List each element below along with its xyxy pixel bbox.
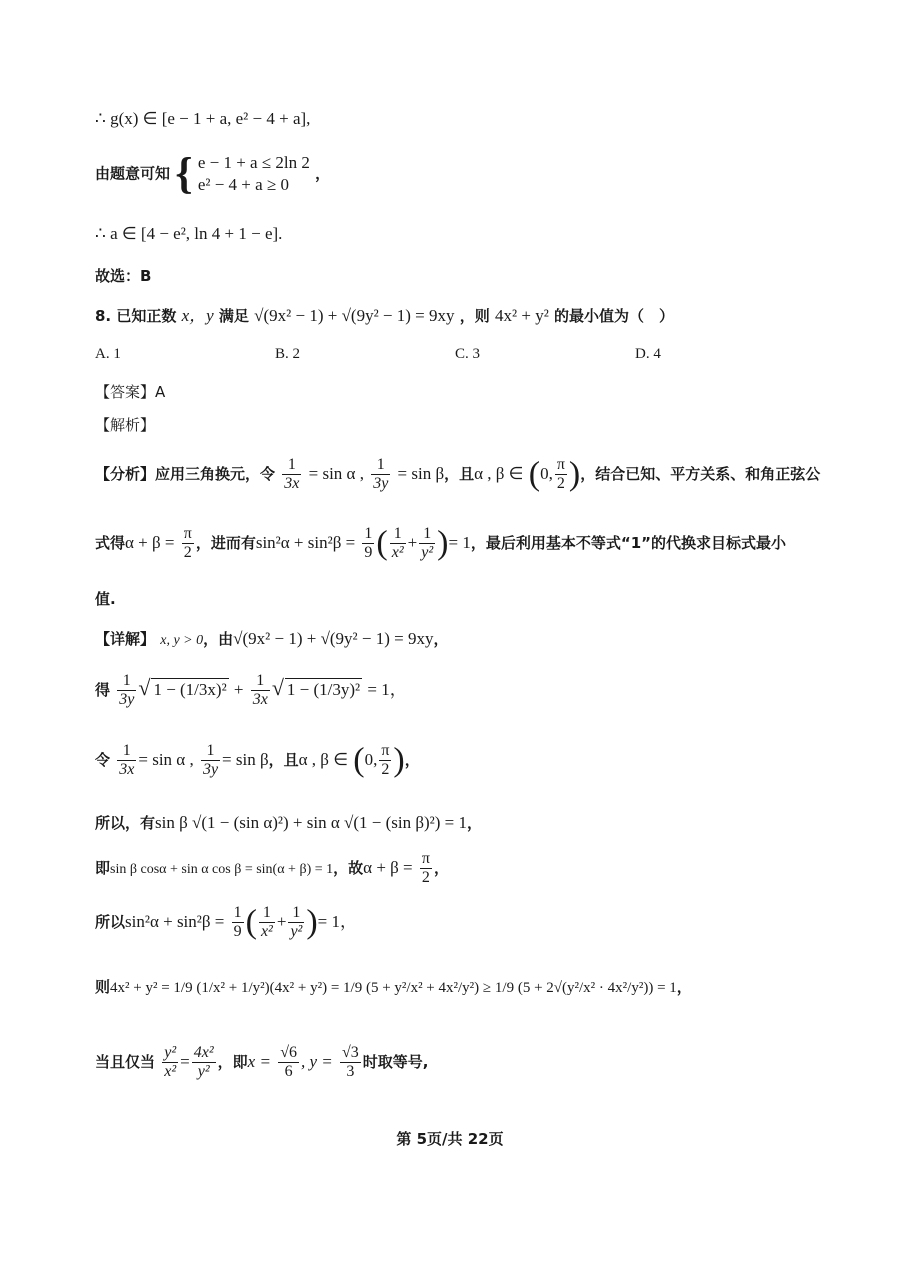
question-prefix: 8. 已知正数 xyxy=(95,307,177,325)
condition-label: 由题意可知 xyxy=(95,164,171,183)
frac-den: x² xyxy=(391,544,404,561)
option-a: A. 1 xyxy=(95,346,121,362)
detail-get: 得 xyxy=(95,681,111,699)
range-alpha-beta: α , β ∈ xyxy=(298,750,349,769)
question-8 xyxy=(95,305,840,327)
zero: 0, xyxy=(364,750,378,769)
fraction-pi-2 xyxy=(379,742,391,779)
analysis-text-1a: 应用三角换元，令 xyxy=(155,465,276,483)
frac-den: 2 xyxy=(421,869,430,886)
question-vars: x，y xyxy=(181,306,214,325)
frac-den: 3y xyxy=(373,475,389,492)
sqrt-content-2: 1 − (1/3y)² xyxy=(286,680,361,699)
frac-num: π xyxy=(183,525,192,542)
range-alpha-beta: α , β ∈ xyxy=(474,464,524,483)
detail-and: ，且 xyxy=(268,751,299,769)
frac-num: 1 xyxy=(390,525,406,544)
fraction-y2-x2 xyxy=(162,1044,178,1081)
frac-den: 2 xyxy=(556,475,565,492)
sin-identity-expr: sin β √(1 − (sin α)²) + sin α √(1 − (sin β)²) = 1 xyxy=(155,813,467,832)
frac-den: 3x xyxy=(252,691,268,708)
plus: + xyxy=(407,533,418,552)
frac-num: π xyxy=(556,456,565,473)
inequality-system xyxy=(198,152,310,196)
choice-text: 故选：B xyxy=(95,267,152,285)
frac-den: 3y xyxy=(119,691,135,708)
analysis-text-3: 值. xyxy=(95,590,116,608)
sin-sum-expr: sin β cosα + sin α cos β = sin(α + β) = 1 xyxy=(110,862,334,877)
fraction-1-3x xyxy=(282,456,301,493)
fraction-1-3x xyxy=(117,742,136,779)
frac-den: 2 xyxy=(183,544,192,561)
detail-line-4 xyxy=(95,812,840,834)
frac-den: x² xyxy=(260,923,273,940)
paren-close: ) xyxy=(568,455,581,493)
frac-num: π xyxy=(421,850,430,867)
question-equation: √(9x² − 1) + √(9y² − 1) = 9xy xyxy=(254,306,455,325)
detail-so: 所以，有 xyxy=(95,814,156,832)
g-range-expr: ∴ g(x) ∈ [e − 1 + a, e² − 4 + a], xyxy=(95,109,311,128)
fraction-1-y2 xyxy=(419,525,435,562)
y-equals: , y = xyxy=(300,1052,333,1071)
fraction-1-3x xyxy=(251,672,270,709)
frac-den: 9 xyxy=(364,544,373,561)
frac-den: 3 xyxy=(346,1063,355,1080)
fraction-sqrt3-3 xyxy=(340,1044,361,1081)
analysis-para-2 xyxy=(95,525,840,569)
fraction-1-9 xyxy=(232,904,244,941)
frac-den: 3y xyxy=(202,761,219,778)
a-range-expr: ∴ a ∈ [4 − e², ln 4 + 1 − e]. xyxy=(95,224,283,243)
fraction-1-x2 xyxy=(390,525,406,562)
fraction-sqrt6-6 xyxy=(278,1044,299,1081)
paren-open: ( xyxy=(353,741,365,779)
analysis-text-1b: ，且 xyxy=(444,465,475,483)
analysis-para-3 xyxy=(95,588,840,610)
sqrt-sign: √ xyxy=(138,675,151,700)
detail-line-5 xyxy=(95,850,840,894)
detail-by: ，由 xyxy=(203,630,234,648)
fraction-1-9 xyxy=(362,525,374,562)
equals-one: = 1， xyxy=(367,680,407,699)
paren-open: ( xyxy=(376,524,388,562)
frac-num: 1 xyxy=(251,672,270,691)
fraction-1-3y xyxy=(371,456,390,493)
left-brace: { xyxy=(175,149,193,198)
analysis-label: 【解析】 xyxy=(95,416,156,434)
frac-num: 1 xyxy=(288,904,304,923)
frac-num: 4x² xyxy=(193,1044,214,1061)
sin-squared-sum: sin²α + sin²β = xyxy=(125,912,225,931)
analysis-text-2b: ，进而有 xyxy=(195,534,256,552)
equals-one: = 1， xyxy=(317,912,358,931)
answer-text: 【答案】A xyxy=(95,383,166,401)
detail-therefore: ，故 xyxy=(333,859,364,877)
comma: ， xyxy=(433,630,449,648)
fraction-pi-2 xyxy=(555,456,567,493)
fraction-1-3y xyxy=(201,742,220,779)
fraction-pi-2 xyxy=(420,850,432,887)
fraction-4x2-y2 xyxy=(192,1044,216,1081)
sqrt-sign: √ xyxy=(271,675,284,700)
frac-num: y² xyxy=(164,1044,177,1061)
inequality-2: e² − 4 + a ≥ 0 xyxy=(197,175,290,194)
detail-let: 令 xyxy=(95,751,111,769)
inequality-1: e − 1 + a ≤ 2ln 2 xyxy=(197,153,310,172)
detail-line-3 xyxy=(95,742,840,786)
frac-num: 1 xyxy=(117,742,136,761)
analysis-line xyxy=(95,414,840,436)
frac-num: 1 xyxy=(201,742,220,761)
frac-den: 2 xyxy=(381,761,390,778)
paren-close: ) xyxy=(393,741,405,779)
detail-iff: 当且仅当 xyxy=(95,1053,156,1071)
detail-line-2 xyxy=(95,672,840,722)
frac-num: 1 xyxy=(233,904,242,921)
sqrt-content-1: 1 − (1/3x)² xyxy=(153,680,227,699)
eq-sin-beta: = sin β xyxy=(222,750,269,769)
frac-num: 1 xyxy=(371,456,390,475)
analysis-text-2a: 式得 xyxy=(95,534,126,552)
frac-den: x² xyxy=(164,1063,177,1080)
detail-ie: 即 xyxy=(95,859,111,877)
fraction-1-x2 xyxy=(259,904,275,941)
frac-den: y² xyxy=(197,1063,210,1080)
frac-num: 1 xyxy=(419,525,435,544)
positive-condition: x, y > 0 xyxy=(160,633,204,648)
comma: ， xyxy=(466,814,482,832)
frac-num: 1 xyxy=(259,904,275,923)
equality-condition: 时取等号, xyxy=(362,1053,429,1071)
line-g-range xyxy=(95,108,840,130)
analysis-text-1c: ，结合已知、平方关系、和角正弦公 xyxy=(580,465,821,483)
fraction-1-y2 xyxy=(288,904,304,941)
plus: + xyxy=(276,912,287,931)
detail-line-1 xyxy=(95,628,840,652)
fraction-1-3y xyxy=(117,672,136,709)
line-condition-system xyxy=(95,149,840,198)
answer-line xyxy=(95,381,840,403)
equals: = xyxy=(180,1052,190,1071)
paren-close: ) xyxy=(306,903,318,941)
alpha-plus-beta: α + β = xyxy=(363,858,413,877)
option-d: D. 4 xyxy=(635,346,661,362)
option-b: B. 2 xyxy=(275,346,301,362)
frac-num: π xyxy=(381,742,390,759)
detail-line-8 xyxy=(95,1044,840,1088)
paren-open: ( xyxy=(245,903,257,941)
page-footer: 第 5页/共 22页 xyxy=(396,1130,504,1148)
eq-sin-alpha: = sin α , xyxy=(138,750,194,769)
zero: 0, xyxy=(540,464,553,483)
frac-num: √6 xyxy=(280,1044,297,1061)
question-mid: 满足 xyxy=(218,307,249,325)
question-then: ，则 xyxy=(459,307,490,325)
alpha-plus-beta: α + β = xyxy=(125,533,175,552)
inequality-chain: 4x² + y² = 1/9 (1/x² + 1/y²)(4x² + y²) = 1/9 (5 + y²/x² + 4x²/y²) ≥ 1/9 (5 + 2√(y²/x² · 4x²/y²)) = 1 xyxy=(110,980,677,996)
eq-sin-beta: = sin β xyxy=(397,464,445,483)
comma: ， xyxy=(676,978,692,996)
plus: + xyxy=(233,680,244,699)
sin-squared-sum: sin²α + sin²β = xyxy=(255,533,356,552)
comma: ， xyxy=(315,164,331,183)
frac-num: 1 xyxy=(364,525,373,542)
frac-num: √3 xyxy=(341,1044,359,1061)
frac-num: 1 xyxy=(117,672,136,691)
frac-den: 9 xyxy=(233,923,242,940)
eq-sin-alpha: = sin α , xyxy=(308,464,364,483)
analysis-text-2c: ，最后利用基本不等式“1”的代换求目标式最小 xyxy=(470,534,786,552)
analysis-para-1 xyxy=(95,456,840,500)
frac-den: 3x xyxy=(284,475,300,492)
frac-den: y² xyxy=(290,923,303,940)
given-equation: √(9x² − 1) + √(9y² − 1) = 9xy xyxy=(233,629,434,648)
line-choice xyxy=(95,265,840,287)
detail-line-6 xyxy=(95,904,840,948)
equals-one: = 1 xyxy=(448,533,471,552)
comma: ， xyxy=(433,859,449,877)
detail-line-7 xyxy=(95,976,840,999)
frac-den: 6 xyxy=(284,1063,293,1080)
fraction-pi-2 xyxy=(182,525,194,562)
x-equals: x = xyxy=(247,1052,271,1071)
comma: ， xyxy=(404,751,420,769)
detail-tag: 【详解】 xyxy=(95,630,156,648)
question-target: 4x² + y² xyxy=(495,306,549,325)
question-suffix: 的最小值为（ ） xyxy=(554,307,675,325)
paren-close: ) xyxy=(437,524,449,562)
analysis-tag: 【分析】 xyxy=(95,465,156,483)
detail-then: 则 xyxy=(95,978,111,996)
frac-den: y² xyxy=(421,544,434,561)
paren-open: ( xyxy=(528,455,541,493)
detail-ie: ，即 xyxy=(217,1053,248,1071)
detail-so: 所以 xyxy=(95,913,126,931)
line-a-range xyxy=(95,223,840,245)
option-c: C. 3 xyxy=(455,346,481,362)
frac-num: 1 xyxy=(282,456,301,475)
frac-den: 3x xyxy=(119,761,135,778)
